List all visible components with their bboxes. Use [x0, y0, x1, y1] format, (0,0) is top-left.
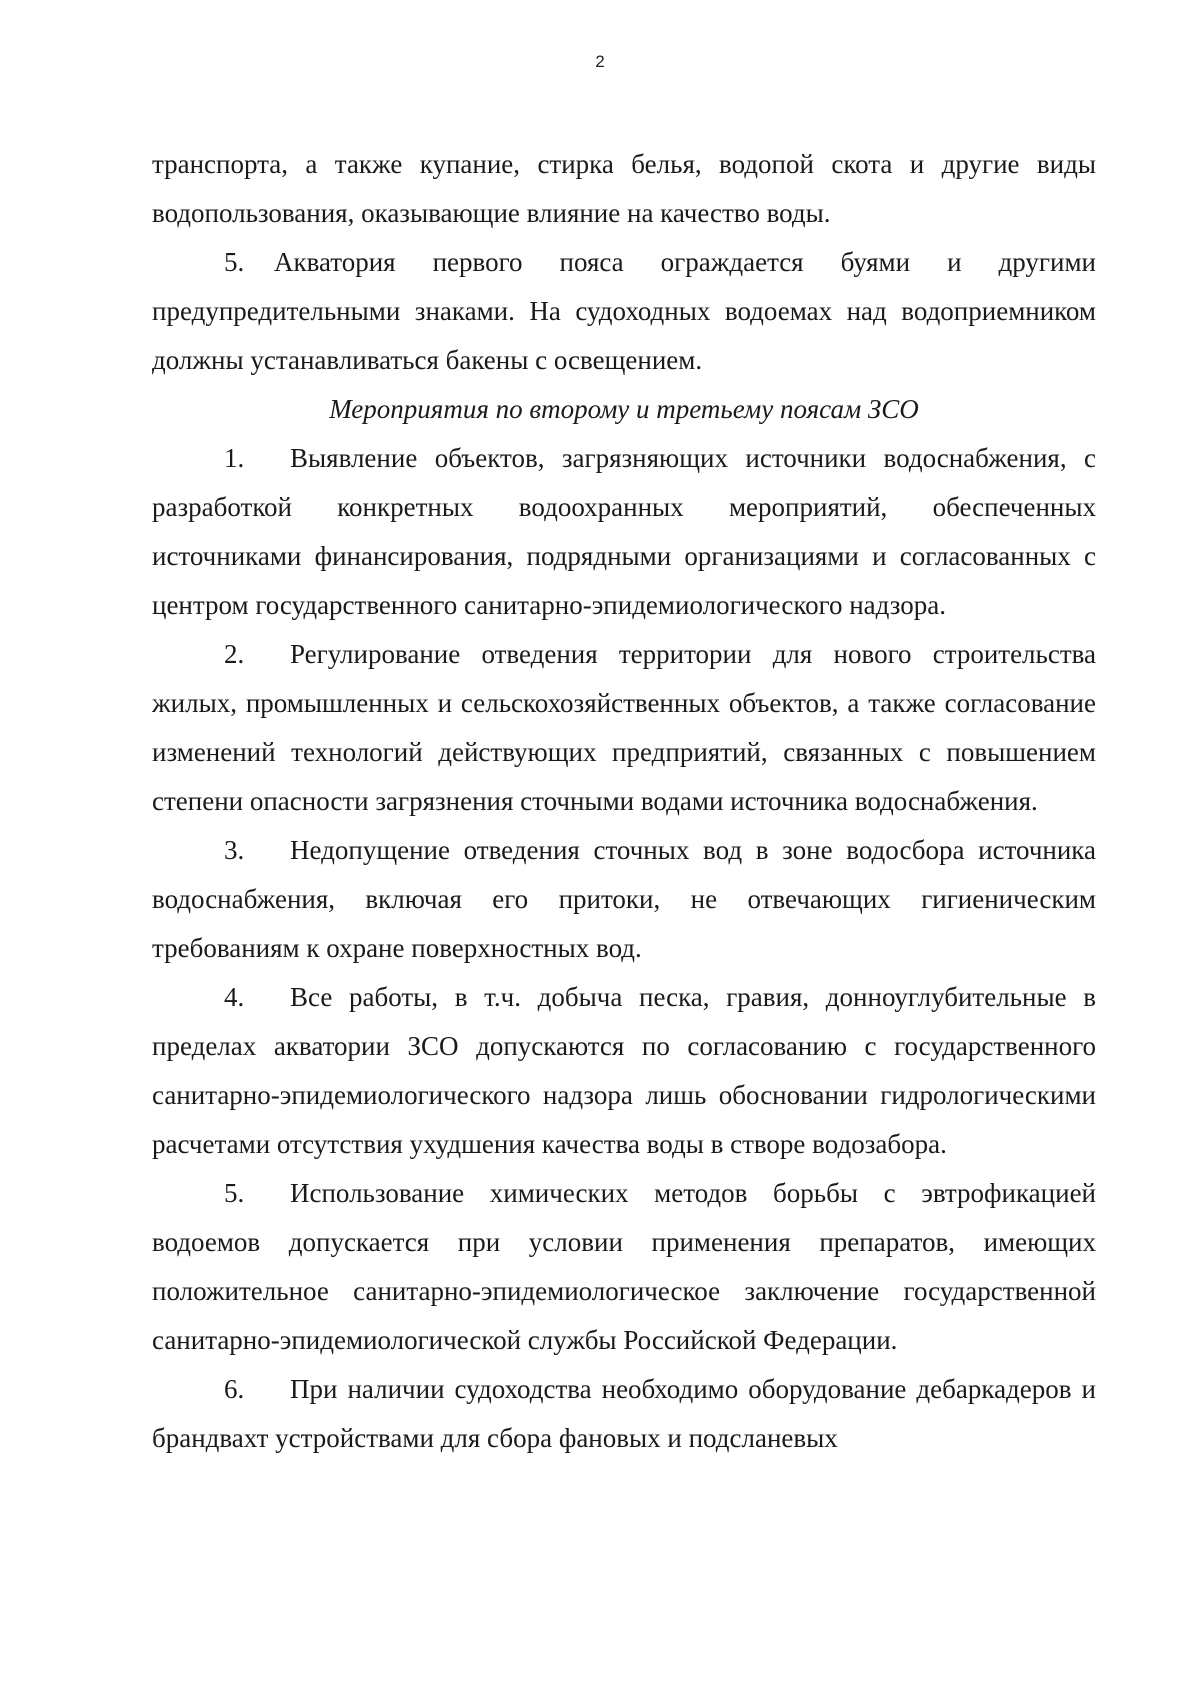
item-number: 1.: [224, 443, 245, 473]
item-number: 5.: [224, 247, 245, 277]
item-number: 4.: [224, 982, 245, 1012]
item-text: Регулирование отведения территории для нового строительства жилых, промышленных и сельскохозяйственных объектов, а также согласование изменений технологий действующих предприятий, связанных с повышением степени опасности загрязнения сточными водами источника водоснабжения.: [152, 639, 1096, 816]
list-item-6: [152, 1365, 1096, 1463]
list-item-3: [152, 826, 1096, 973]
section-heading: Мероприятия по второму и третьему поясам ЗСО: [329, 394, 919, 424]
document-body: [152, 140, 1096, 1463]
item-text: Акватория первого пояса ограждается буями и другими предупредительными знаками. На судоходных водоемах над водоприемником должны устанавливаться бакены с освещением.: [152, 247, 1096, 375]
item-text: Все работы, в т.ч. добыча песка, гравия, донноуглубительные в пределах акватории ЗСО допускаются по согласованию с государственного санитарно-эпидемиологического надзора лишь обосновании гидрологическими расчетами отсутствия ухудшения качества воды в створе водозабора.: [152, 982, 1096, 1159]
list-item-1: [152, 434, 1096, 630]
item-number: 5.: [224, 1178, 245, 1208]
item-number: 3.: [224, 835, 245, 865]
page-number: 2: [595, 52, 605, 71]
item-text: Использование химических методов борьбы с эвтрофикацией водоемов допускается при условии применения препаратов, имеющих положительное санитарно-эпидемиологическое заключение государственной санитарно-эпидемиологической службы Российской Федерации.: [152, 1178, 1096, 1355]
list-item-4: [152, 973, 1096, 1169]
item-text: Недопущение отведения сточных вод в зоне водосбора источника водоснабжения, включая его притоки, не отвечающих гигиеническим требованиям к охране поверхностных вод.: [152, 835, 1096, 963]
item-number: 6.: [224, 1374, 245, 1404]
continuation-paragraph: транспорта, а также купание, стирка белья, водопой скота и другие виды водопользования, оказывающие влияние на качество воды.: [152, 149, 1096, 228]
item-text: Выявление объектов, загрязняющих источники водоснабжения, с разработкой конкретных водоохранных мероприятий, обеспеченных источниками финансирования, подрядными организациями и согласованных с центром государственного санитарно-эпидемиологического надзора.: [152, 443, 1096, 620]
first-belt-item-5: [152, 238, 1096, 385]
list-item-5: [152, 1169, 1096, 1365]
list-item-2: [152, 630, 1096, 826]
item-text: При наличии судоходства необходимо оборудование дебаркадеров и брандвахт устройствами для сбора фановых и подсланевых: [152, 1374, 1096, 1453]
item-number: 2.: [224, 639, 245, 669]
